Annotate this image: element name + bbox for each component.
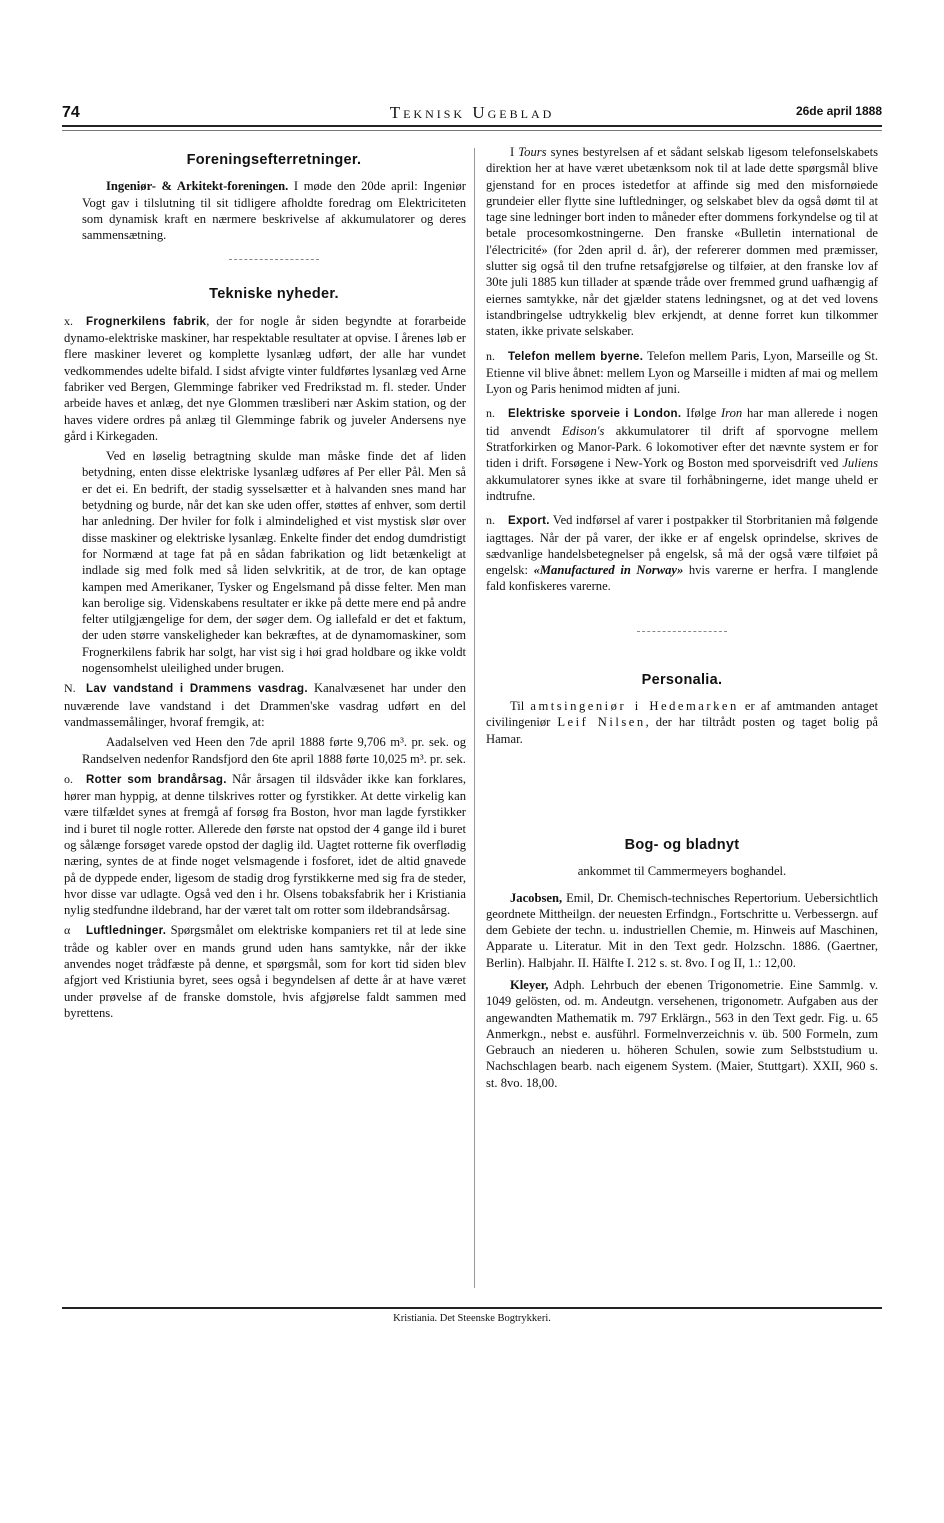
- text-span: akkumulatorer til drift af sporvogne mellem Stratforkirken og Manor-Park. 6 lokomotiver efter det nævnte system er for tiden i drift. Forsøgene i New-York og Boston med sporveisdrift ved: [486, 423, 878, 471]
- books-subtitle: ankommet til Cammermeyers boghandel.: [577, 864, 787, 879]
- column-divider: [474, 148, 475, 1288]
- article-mark: n.: [486, 348, 495, 363]
- spaced-text: Leif Nilsen: [557, 715, 646, 730]
- italic-text: Iron: [720, 406, 743, 421]
- section-title-personalia: Personalia.: [641, 671, 723, 688]
- article-ingenior-forening: [82, 178, 466, 243]
- text-span: har man allerede i nogen tid anvendt: [486, 406, 878, 438]
- printer-imprint: Kristiania. Det Steenske Bogtrykkeri.: [393, 1313, 551, 1324]
- text-span: Ifølge: [681, 406, 721, 421]
- right-column: [486, 144, 878, 1095]
- article-lav-vandstand: [64, 680, 466, 730]
- article-text: I møde den 20de april: Ingeniør Vogt gav i tilslutning til sit tidligere afholdte foredrag om Elektriciteten som dynamisk kraft en nærmere beskrivelse af akkumulatorer og deres sammensætning.: [82, 179, 467, 243]
- book-text: Adph. Lehrbuch der ebenen Trigonometrie. Eine Sammlg. v. 1049 gelösten, od. m. Andeutgn. versehenen, trigonometr. Aufgaben aus der angewandten Mathematik m. 797 Erklärgn., 563 in den Text gedr. Fig. u. 65 Anmerkgn., nebst e. ausführl. Formelnverzeichnis v. üb. 500 Formeln, zum Gebrauch an niederen u. höheren Schulen, sowie zum Selbststudium u. Nachschlagen bearb. nach eigenem System. (Maier, Stuttgart). XXII, 960 s. st. 8vo. 18,00.: [486, 977, 878, 1090]
- article-luftledninger: [64, 922, 466, 1021]
- text-span: Ved indførsel af varer i postpakker til Storbritanien må følgende iagttages. Når der på varer, der ikke er af engelsk oprindelse, skrives de sædvanlige handelsbetegnelser på engelsk, så må der også være tilføiet på engelsk:: [486, 513, 878, 578]
- text-span: I: [510, 145, 519, 159]
- article-mark: n.: [486, 513, 495, 528]
- italic-text: Edison's: [561, 423, 605, 438]
- header-rule-thin: [62, 130, 882, 131]
- text-span: Til: [510, 699, 531, 714]
- header-rule: [62, 125, 882, 127]
- book-text: Emil, Dr. Chemisch-technisches Repertorium. Uebersichtlich geordnete Mittheilgn. der neuesten Erfindgn., Fortschritte u. Verbessergn. auf dem Gebiete der techn. u. industriellen Chemie, m. Hinweis auf Maschinen, Apparate u. Literatur. Mit in den Text gedr. Holzschn. 1886. (Gaertner, Berlin). Halbjahr. II. Hälfte I. 212 s. st. 8vo. I og II, 1.: 12,00.: [486, 890, 878, 970]
- section-title-bog-og-bladnyt: Bog- og bladnyt: [624, 836, 740, 853]
- article-lead: Lav vandstand i Drammens vasdrag.: [86, 683, 308, 696]
- article-lead: Luftledninger.: [86, 925, 167, 938]
- text-span: er af amtmanden antaget civilingeniør: [486, 699, 878, 730]
- article-frognerkilen: [64, 313, 466, 444]
- article-text: Når årsagen til ildsvåder ikke kan forklares, hører man hyppig, at denne tilskrives rotter og fyrstikker. At dette virkelig kan være tilfældet synes at fremgå af forsøg fra Boston, hvor man lagde fyrstikker ind i buret til nogle rotter. Allerede den første nat opstod der 4 gange ild i buret og sålænge forsøget varede opstod der daglig ild. Uagtet rotterne fik overflødig næring, syntes de at finde noget velsmagende i fosforet, idet de altid gnavede på de dyppede ender, ligesom de stadig drog fyrstikkerne med sig fra de steder, hvor disse var udlagte. Også ved den i hr. Olsens tobaksfabrik her i Kristiania nylig stedfundne ildebrand, har der været talt om rotter som ildebrandsårsag.: [64, 771, 466, 918]
- italic-text: Juliens: [842, 456, 878, 471]
- article-mark: N.: [64, 681, 76, 696]
- section-separator: [637, 631, 727, 632]
- text-span: synes bestyrelsen af et sådant selskab ligesom telefonselskabets direktion her at have været ubetænksom nok til at lade dette spørgsmål blive gjenstand for en proces istedetfor at affinde sig med den misfornøiede grundeier eller flytte sine luftledninger, og selskabet blev da også dømt til at tage sine ledninger bort inden to måneder efter dommens forkyndelse og til at betale procesomkostningerne. Den franske «Bulletin international de l'électricité» (for 2den april d. år), der refererer dommen med præmisser, slutter sig også til den trufne retsafgjørelse og tilføier, at den franske lov af 30te juli 1885 kun tillader at spænde tråde over fremmed grund uafhængig af eiernes samtykke, når det gjælder statens ledningsnet, og at det ved lovens istandbringelse udtrykkelig blev erkjendt, at denne forret kun tilkommer staten, ikke private selskaber.: [486, 145, 878, 339]
- article-mark: o.: [64, 771, 73, 786]
- article-rotter: [64, 771, 466, 919]
- article-mark: n.: [486, 406, 495, 421]
- spacer: [486, 751, 878, 829]
- article-text: Kanalvæsenet har under den nuværende lave vandstand i det Drammen'ske vasdrag udført en del vandmassemålinger, hvoraf fremgik, at:: [64, 681, 466, 729]
- journal-title: Teknisk Ugeblad: [389, 103, 555, 122]
- article-lead: Telefon mellem byerne.: [508, 350, 644, 363]
- section-separator: [229, 259, 319, 260]
- article-lead: Rotter som brandårsag.: [86, 773, 227, 786]
- page-number: 74: [62, 104, 80, 121]
- section-title-foreningsefterretninger: Foreningsefterretninger.: [186, 152, 362, 168]
- article-text: Spørgsmålet om elektriske kompaniers ret til at lede sine tråde og kabler over en mands grund uden hans samtykke, når der ikke anvendes noget trådfæste på denne, et spørgsmål, som for kort tid siden blev afgjort ved Kristiunia byret, sees også i begyndelsen af dette år at have været under prøvelse af de franske domstole, hvis afgjørelse faldt sammen med byrettens.: [64, 923, 466, 1020]
- article-lead: Export.: [508, 515, 550, 528]
- article-telefon: [486, 348, 878, 398]
- text-span: , der har tiltrådt posten og taget bolig på Hamar.: [486, 715, 878, 746]
- text-span: hvis varerne er herfra. I manglende fald konfiskeres varerne.: [486, 563, 878, 594]
- article-mark: α: [64, 923, 71, 938]
- article-text: , der for nogle år siden begyndte at forarbeide dynamo-elektriske maskiner, har respektable resultater at opvise. I årenes løb er flere maskiner leveret og komplette lysanlæg udført, der alle har vundet vedkommendes udelte bifald. I sidst afvigte vinter fuldførtes lysanlæg ved Arne fabriker ved Bergen, Glemminge fabriker ved Fredrikstad m. fl. steder. Under arbeide haves et anlæg, det nye Glommen træsliberi nær Askim station, og der haves videre ordres på anlæg til Glemminge fabrik og juveler Andersens nye gård i Kirkegaden.: [64, 313, 466, 443]
- article-frognerkilen-continued: Ved en løselig betragtning skulde man måske finde det af liden betydning, enten disse elektriske lysanlæg udføres af Per eller Pål. Men så er det ei. En bedrift, der stadig sysselsætter et à halvanden snes mand har betydning og burde, når det kan ske uden offer, støttes af enhver, som dertil har anledning. Der hviler for folk i almindelighed et vist mystisk slør over disse maskiner og elektriske lysanlæg. Enkelte finder det endog dumdristigt for Normænd at tage fat på en sådan fabrikation og lidt betænkeligt at indlade sig med folk med så liden selvkritik, at de tror, de kan optage kampen med Amerikaner, Tysker og Engelsmand på disse felter. Men man kan berolige sig. Videnskabens resultater er ikke på dette mere end på andre felter utilgjængelige for dem, der søger dem. Og iallefald er det et faktum, der uden større vanskeligheder kan bekræftes, at de dynamomaskiner, som Frognerkilens fabrik har solgt, har vist sig i høi grad holdbare og ikke voldt nogensomhelst uleilighed under brugen.: [82, 449, 466, 676]
- article-luftledninger-continued: [486, 144, 878, 340]
- article-sporveie: [486, 405, 878, 504]
- spaced-text: amtsingeniør i Hedemarken: [530, 699, 739, 714]
- footer-rule: [62, 1307, 882, 1309]
- book-entry-kleyer: [486, 977, 878, 1091]
- article-lead: Ingeniør- & Arkitekt-foreningen.: [106, 179, 289, 194]
- article-lead: Elektriske sporveie i London.: [508, 408, 682, 421]
- book-author: Jacobsen,: [510, 890, 563, 905]
- article-personalia: [486, 698, 878, 747]
- article-mark: x.: [64, 313, 73, 328]
- article-export: [486, 512, 878, 594]
- italic-text: Tours: [518, 145, 547, 159]
- book-author: Kleyer,: [510, 977, 549, 992]
- article-lead: Frognerkilens fabrik: [86, 315, 207, 328]
- issue-date: 26de april 1888: [795, 104, 882, 118]
- book-entry-jacobsen: [486, 890, 878, 971]
- article-text: Telefon mellem Paris, Lyon, Marseille og St. Etienne vil blive åbnet: mellem Lyon og Marseille i midten af mai og mellem Lyon og Paris henimod midten af juni.: [486, 348, 878, 397]
- italic-text: «Manufactured in Norway»: [533, 563, 684, 578]
- left-column: [64, 144, 467, 1025]
- section-title-tekniske-nyheder: Tekniske nyheder.: [209, 286, 339, 303]
- text-span: akkumulatorer synes ikke at svare til forhåbningerne, idet mange uheld er indtrufne.: [486, 472, 878, 503]
- article-lav-vandstand-continued: Aadalselven ved Heen den 7de april 1888 førte 9,706 m³. pr. sek. og Randselven nedenfor Randsfjord den 6te april 1888 førte 10,025 m³. pr. sek.: [82, 735, 466, 766]
